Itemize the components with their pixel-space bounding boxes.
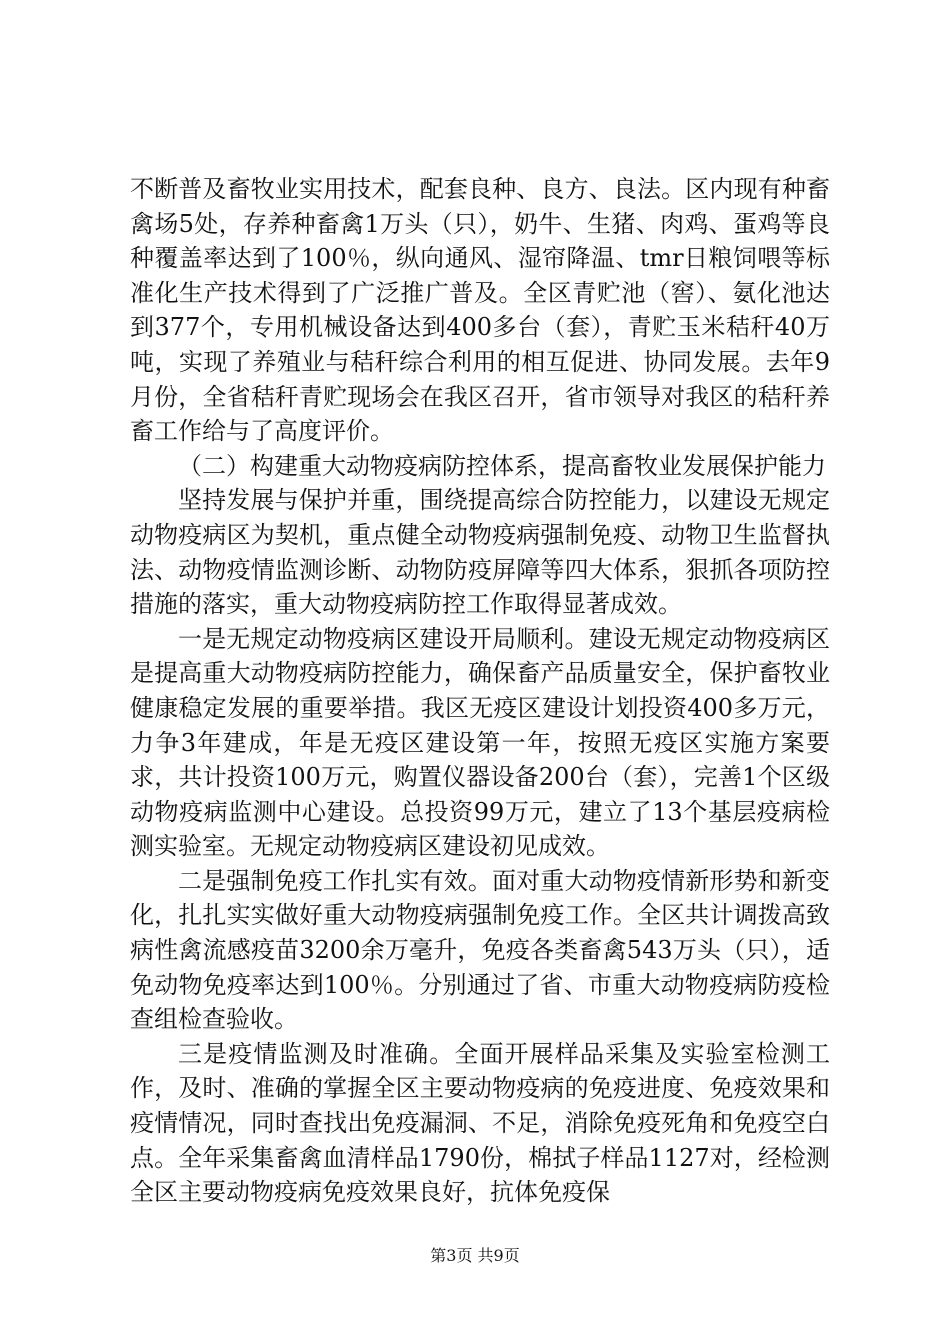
section-heading: （二）构建重大动物疫病防控体系，提高畜牧业发展保护能力 [178, 451, 826, 480]
paragraph-point-two: 二是强制免疫工作扎实有效。面对重大动物疫情新形势和新变化，扎扎实实做好重大动物疫病强制免疫工作。全区共计调拨高致病性禽流感疫苗3200余万毫升，免疫各类畜禽543万头（只），适免动物免疫率达到100％。分别通过了省、市重大动物疫病防疫检查组检查验收。 [130, 866, 830, 1034]
page-number-footer: 第3页 共9页 [430, 1246, 520, 1265]
document-body [130, 172, 830, 1210]
paragraph-continuation: 不断普及畜牧业实用技术，配套良种、良方、良法。区内现有种畜禽场5处，存养种畜禽1万头（只），奶牛、生猪、肉鸡、蛋鸡等良种覆盖率达到了100％，纵向通风、湿帘降温、tmr日粮饲喂等标准化生产技术得到了广泛推广普及。全区青贮池（窖）、氨化池达到377个，专用机械设备达到400多台（套），青贮玉米秸秆40万吨，实现了养殖业与秸秆综合利用的相互促进、协同发展。去年9月份，全省秸秆青贮现场会在我区召开，省市领导对我区的秸秆养畜工作给与了高度评价。 [130, 175, 830, 446]
paragraph-point-three: 三是疫情监测及时准确。全面开展样品采集及实验室检测工作，及时、准确的掌握全区主要动物疫病的免疫进度、免疫效果和疫情情况，同时查找出免疫漏洞、不足，消除免疫死角和免疫空白点。全年采集畜禽血清样品1790份，棉拭子样品1127对，经检测全区主要动物疫病免疫效果良好，抗体免疫保 [130, 1039, 830, 1207]
paragraph-point-one: 一是无规定动物疫病区建设开局顺利。建设无规定动物疫病区是提高重大动物疫病防控能力，确保畜产品质量安全，保护畜牧业健康稳定发展的重要举措。我区无疫区建设计划投资400多万元，力争3年建成，年是无疫区建设第一年，按照无疫区实施方案要求，共计投资100万元，购置仪器设备200台（套），完善1个区级动物疫病监测中心建设。总投资99万元，建立了13个基层疫病检测实验室。无规定动物疫病区建设初见成效。 [130, 624, 830, 861]
paragraph-intro: 坚持发展与保护并重，围绕提高综合防控能力，以建设无规定动物疫病区为契机，重点健全动物疫病强制免疫、动物卫生监督执法、动物疫情监测诊断、动物防疫屏障等四大体系，狠抓各项防控措施的落实，重大动物疫病防控工作取得显著成效。 [130, 486, 830, 619]
